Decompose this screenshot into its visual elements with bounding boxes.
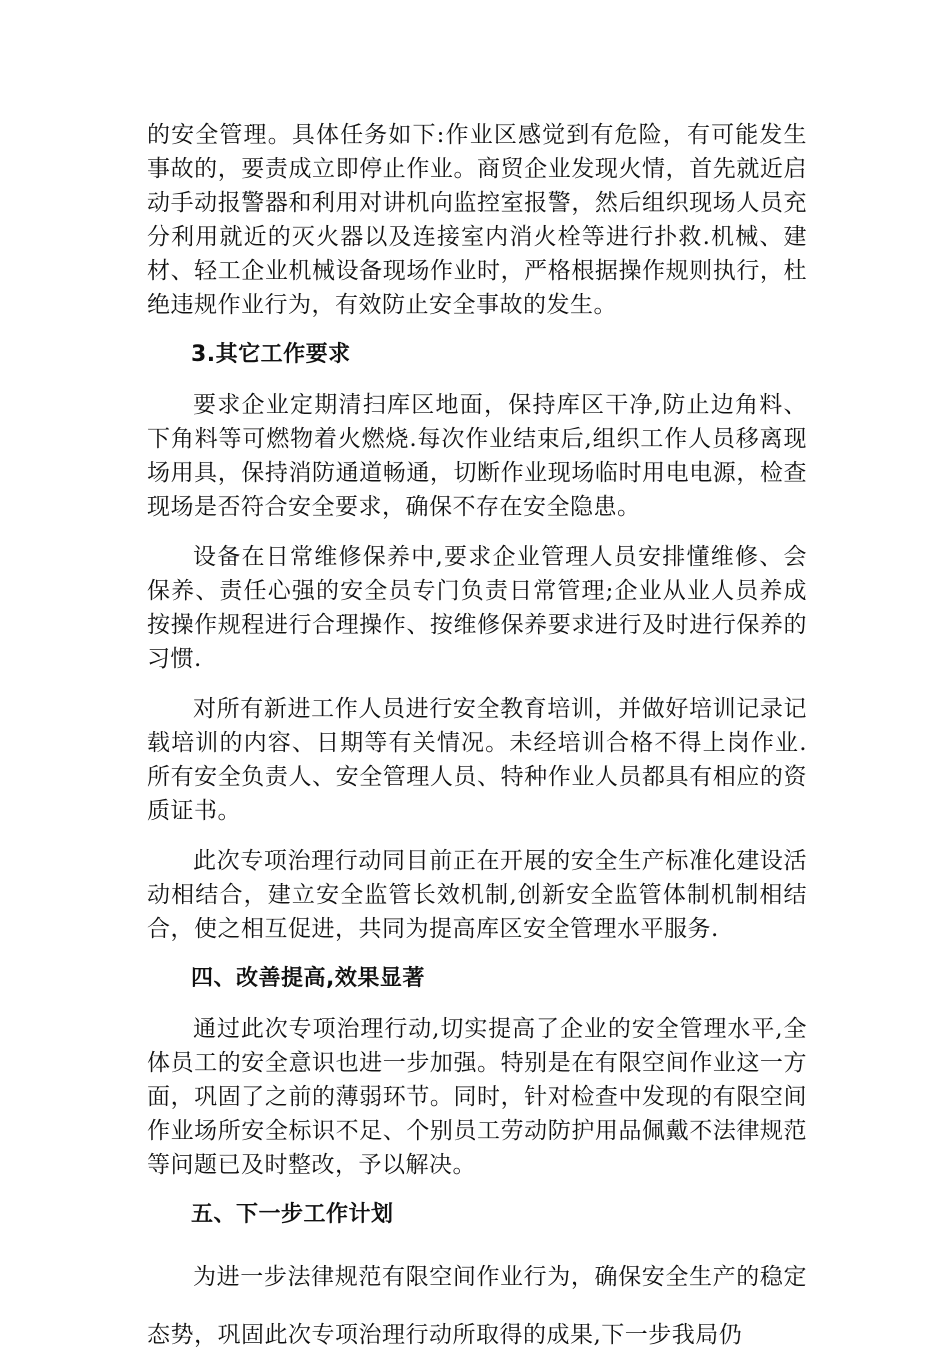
heading-next-steps: 五、下一步工作计划 (191, 1202, 394, 1227)
paragraph-safety-training: 对所有新进工作人员进行安全教育培训，并做好培训记录记载培训的内容、日期等有关情况。未经培训合格不得上岗作业.所有安全负责人、安全管理人员、特种作业人员都具有相应的资质证书。 (147, 696, 807, 824)
paragraph-standardization: 此次专项治理行动同目前正在开展的安全生产标准化建设活动相结合，建立安全监管长效机制,创新安全监管体制机制相结合，使之相互促进，共同为提高库区安全管理水平服务. (147, 848, 807, 942)
paragraph-improvement-details: 通过此次专项治理行动,切实提高了企业的安全管理水平,全体员工的安全意识也进一步加强。特别是在有限空间作业这一方面，巩固了之前的薄弱环节。同时，针对检查中发现的有限空间作业场所安全标识不足、个别员工劳动防护用品佩戴不法律规范等问题已及时整改，予以解决。 (147, 1016, 807, 1178)
paragraph-safety-management: 的安全管理。具体任务如下:作业区感觉到有危险，有可能发生事故的，要责成立即停止作业。商贸企业发现火情，首先就近启动手动报警器和利用对讲机向监控室报警，然后组织现场人员充分利用就近的灭火器以及连接室内消火栓等进行扑救.机械、建材、轻工企业机械设备现场作业时，严格根据操作规则执行，杜绝违规作业行为，有效防止安全事故的发生。 (147, 122, 807, 318)
document-page (147, 118, 807, 1364)
heading-improvement-results: 四、改善提高,效果显著 (191, 966, 425, 991)
paragraph-next-steps: 为进一步法律规范有限空间作业行为，确保安全生产的稳定态势，巩固此次专项治理行动所取得的成果,下一步我局仍 (147, 1264, 807, 1348)
heading-other-requirements: 3.其它工作要求 (191, 342, 351, 367)
paragraph-equipment-maintenance: 设备在日常维修保养中,要求企业管理人员安排懂维修、会保养、责任心强的安全员专门负责日常管理;企业从业人员养成按操作规程进行合理操作、按维修保养要求进行及时进行保养的习惯. (147, 544, 807, 672)
paragraph-clean-warehouse: 要求企业定期清扫库区地面，保持库区干净,防止边角料、下角料等可燃物着火燃烧.每次作业结束后,组织工作人员移离现场用具，保持消防通道畅通，切断作业现场临时用电电源，检查现场是否符合安全要求，确保不存在安全隐患。 (147, 392, 807, 520)
